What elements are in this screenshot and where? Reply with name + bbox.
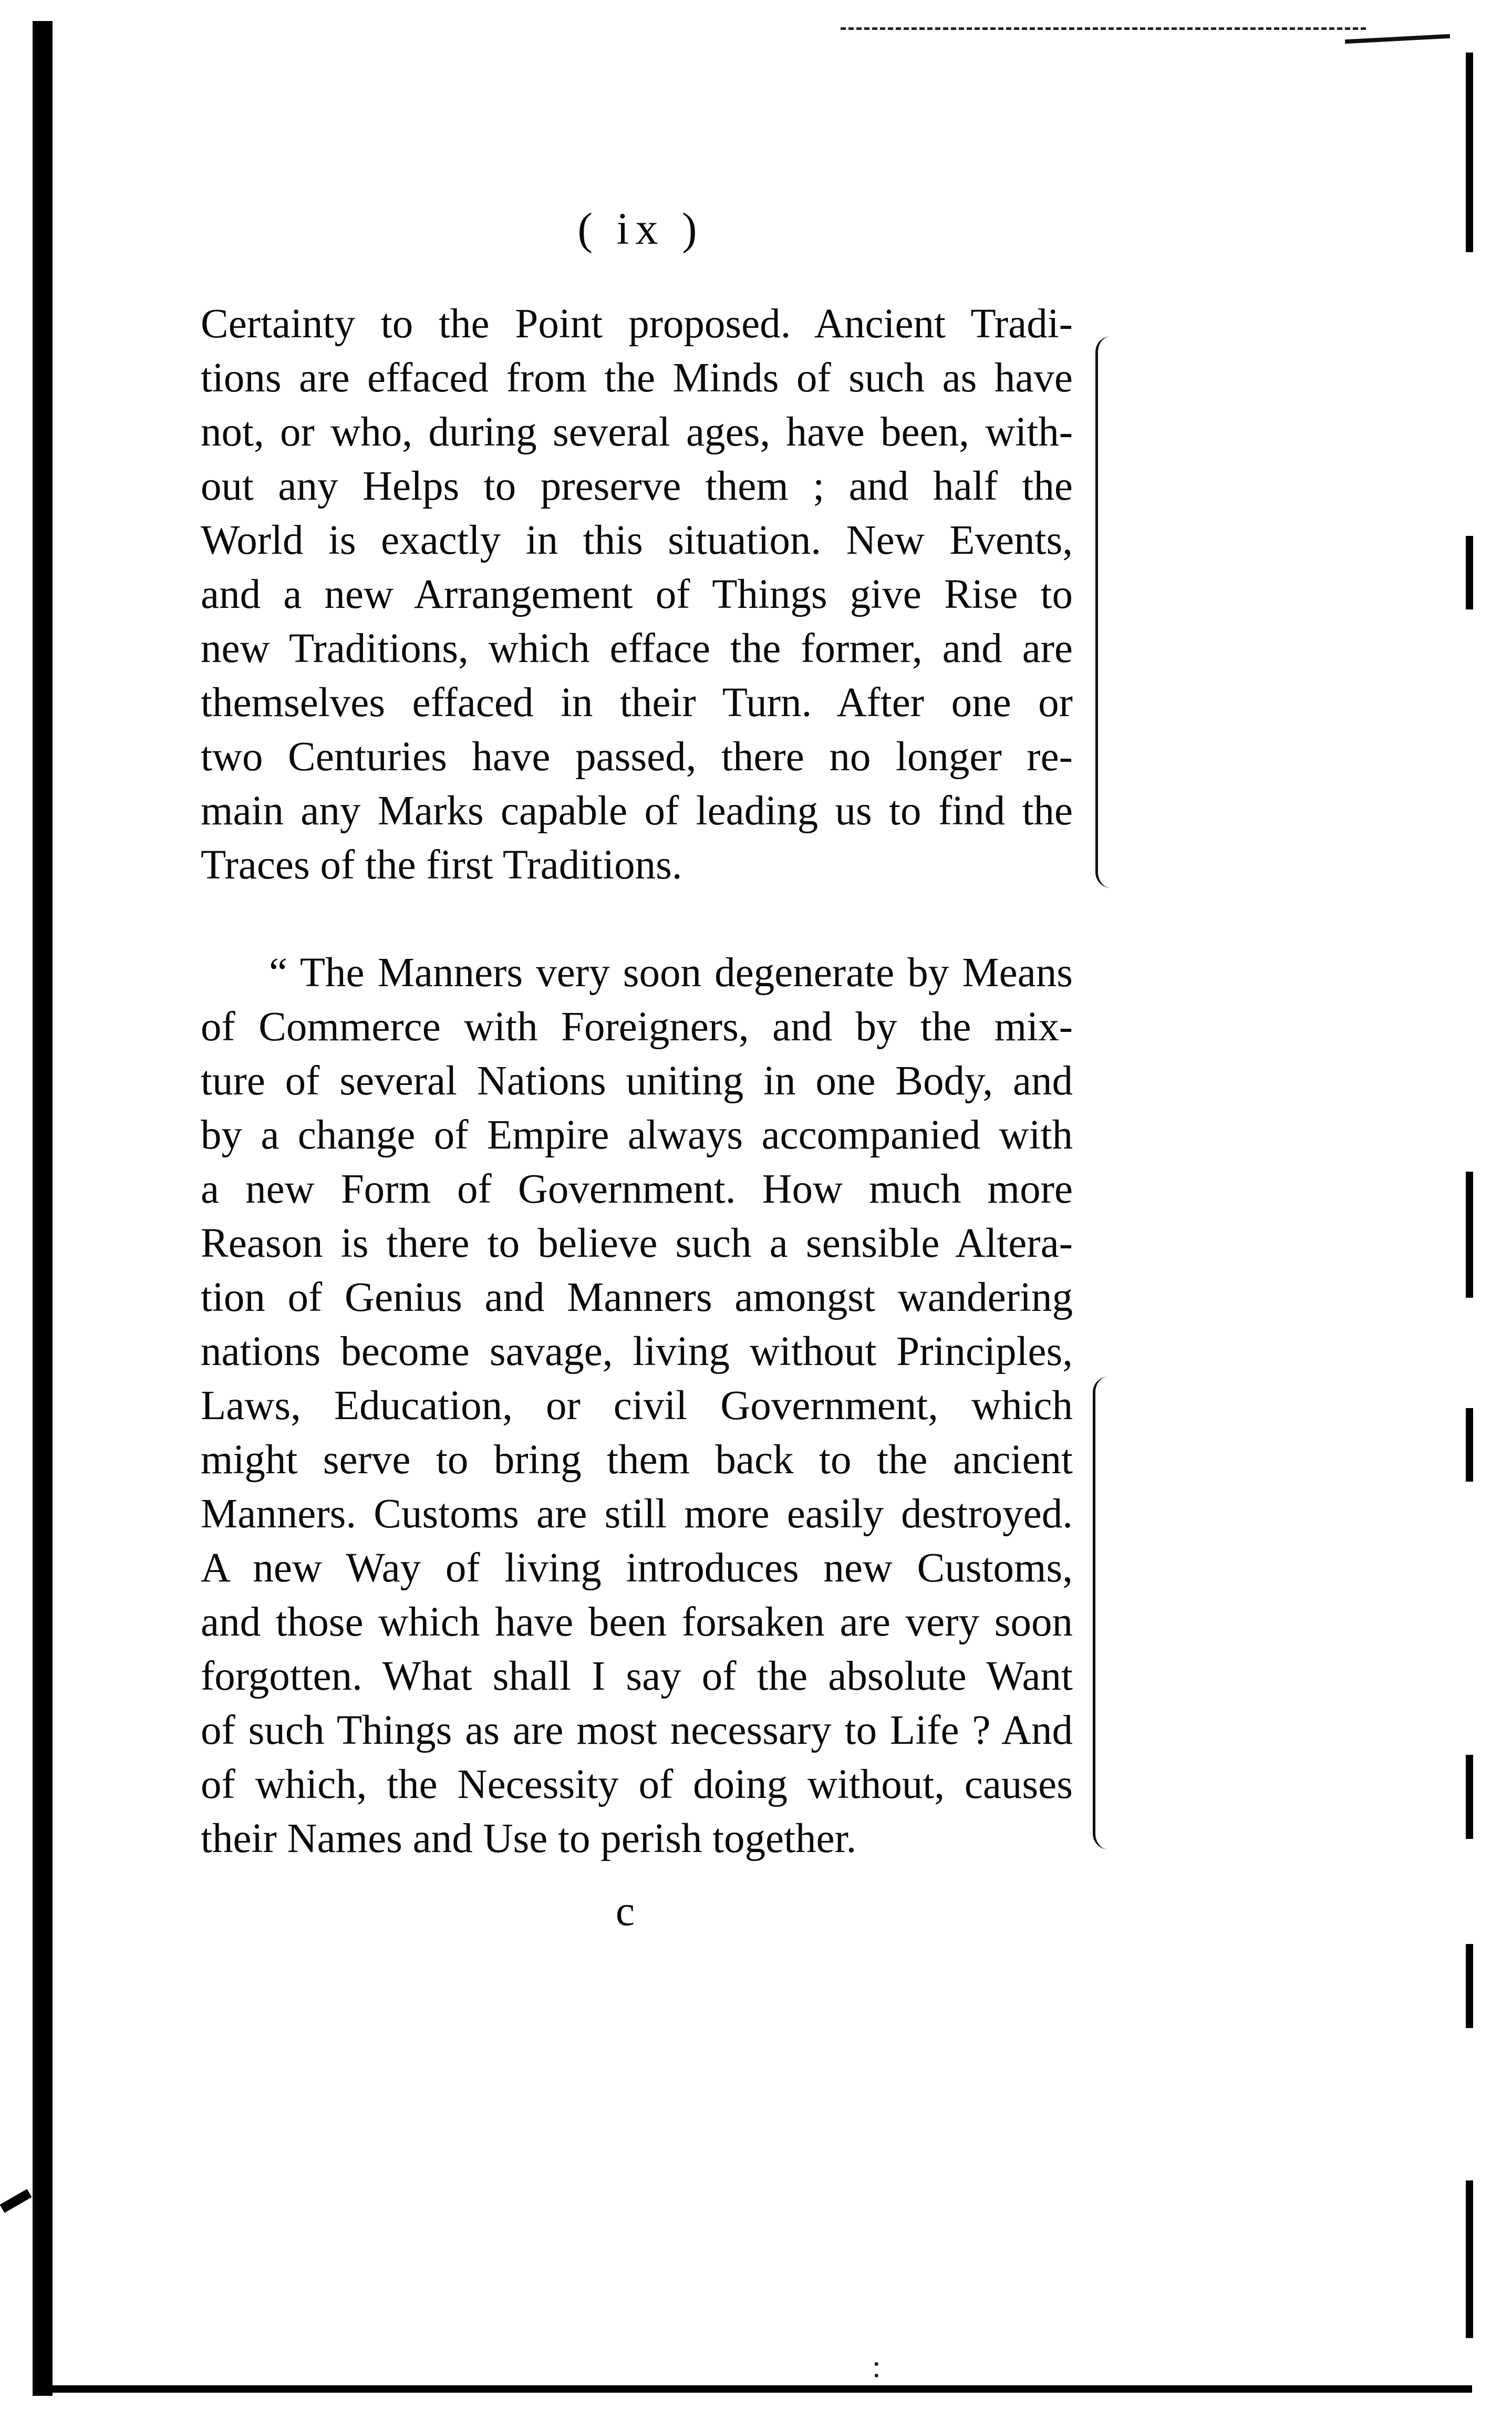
text-line: might serve to bring them back to the ancient — [201, 1437, 1073, 1483]
text-line: and a new Arrangement of Things give Rise to — [201, 572, 1073, 617]
scan-edge-right — [1466, 1755, 1473, 1839]
text-line: tions are effaced from the Minds of such as have — [201, 355, 1073, 401]
text-line: A new Way of living introduces new Customs, — [201, 1545, 1073, 1591]
text-line: main any Marks capable of leading us to find the — [201, 788, 1073, 834]
text-line: tion of Genius and Manners amongst wandering — [201, 1275, 1073, 1320]
text-line: Manners. Customs are still more easily destroyed. — [201, 1491, 1073, 1537]
text-line: World is exactly in this situation. New Events, — [201, 518, 1073, 563]
text-line: ture of several Nations uniting in one Body, and — [201, 1058, 1073, 1104]
text-line: of such Things as are most necessary to Life ? And — [201, 1708, 1073, 1753]
scan-edge-top — [841, 27, 1366, 32]
scan-edge-bottom — [33, 2385, 1472, 2393]
text-line: their Names and Use to perish together. — [201, 1816, 857, 1861]
text-line: of which, the Necessity of doing without, causes — [201, 1762, 1073, 1807]
scan-specks: : — [872, 2349, 881, 2384]
text-line: out any Helps to preserve them ; and half the — [201, 463, 1073, 509]
scan-edge-right — [1466, 2180, 1473, 2338]
text-line: forgotten. What shall I say of the absolute Want — [201, 1653, 1073, 1699]
signature-mark: c — [615, 1887, 635, 1935]
text-line: not, or who, during several ages, have been, with- — [201, 409, 1073, 455]
text-line: Reason is there to believe such a sensible Altera- — [201, 1221, 1073, 1266]
text-line: Certainty to the Point proposed. Ancient Tradi- — [201, 301, 1073, 347]
margin-bracket — [1095, 336, 1119, 888]
text-line: nations become savage, living without Principles, — [201, 1329, 1073, 1374]
scan-gutter-left — [33, 21, 53, 2396]
text-line: Traces of the first Traditions. — [201, 842, 682, 888]
text-line: new Traditions, which efface the former, and are — [201, 626, 1073, 671]
text-line: of Commerce with Foreigners, and by the mix- — [201, 1004, 1073, 1050]
text-line: by a change of Empire always accompanied with — [201, 1112, 1073, 1158]
scan-edge-right — [1466, 53, 1473, 252]
page-number: ( ix ) — [577, 203, 703, 254]
scan-edge-right — [1466, 536, 1473, 609]
paragraph-1 — [201, 297, 1073, 892]
text-line: and those which have been forsaken are very soon — [201, 1599, 1073, 1645]
scan-edge-right — [1466, 1944, 1473, 2028]
text-line: themselves effaced in their Turn. After one or — [201, 680, 1073, 726]
margin-bracket — [1093, 1377, 1111, 1849]
text-line: “ The Manners very soon degenerate by Means — [269, 950, 1073, 996]
paragraph-2 — [201, 946, 1073, 1866]
scan-corner-mark — [1345, 34, 1450, 44]
scan-edge-right — [1466, 1172, 1473, 1298]
text-line: a new Form of Government. How much more — [201, 1166, 1073, 1212]
scan-edge-right — [1466, 1408, 1473, 1482]
text-line: two Centuries have passed, there no longer re- — [201, 734, 1073, 780]
scan-edge-notch — [0, 2189, 32, 2213]
text-line: Laws, Education, or civil Government, which — [201, 1383, 1073, 1429]
